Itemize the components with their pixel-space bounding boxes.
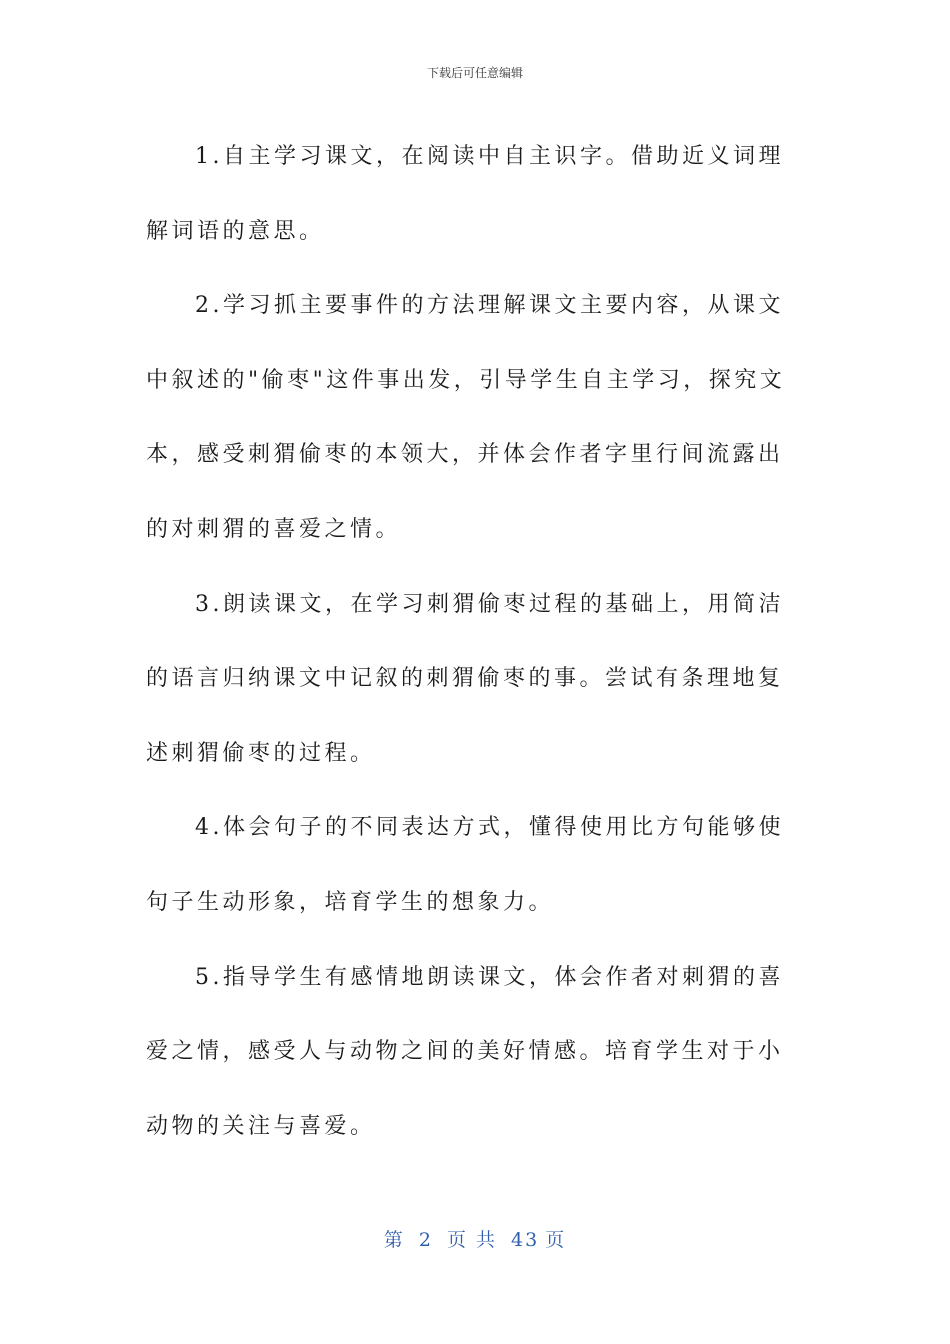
footer-current-page: 2 xyxy=(418,1229,433,1251)
footer-prefix: 第 xyxy=(383,1229,405,1251)
page-footer xyxy=(0,1225,950,1252)
footer-middle: 页 共 xyxy=(446,1229,497,1251)
paragraph-objective-5: 5.指导学生有感情地朗读课文，体会作者对刺猬的喜爱之情，感受人与动物之间的美好情感。培育学生对于小动物的关注与喜爱。 xyxy=(146,964,784,1139)
paragraph-objective-4: 4.体会句子的不同表达方式，懂得使用比方句能够使句子生动形象，培育学生的想象力。 xyxy=(146,815,784,915)
paragraph-objective-1: 1.自主学习课文，在阅读中自主识字。借助近义词理解词语的意思。 xyxy=(146,144,784,244)
footer-suffix: 页 xyxy=(545,1229,567,1251)
document-body xyxy=(146,120,796,1164)
paragraph-objective-2: 2.学习抓主要事件的方法理解课文主要内容，从课文中叙述的"偷枣"这件事出发，引导学生自主学习，探究文本，感受刺猬偷枣的本领大，并体会作者字里行间流露出的对刺猬的喜爱之情。 xyxy=(146,293,786,542)
footer-total-pages: 43 xyxy=(511,1229,540,1251)
page-header-note: 下载后可任意编辑 xyxy=(426,66,523,80)
paragraph-objective-3: 3.朗读课文，在学习刺猬偷枣过程的基础上，用简洁的语言归纳课文中记叙的刺猬偷枣的事。尝试有条理地复述刺猬偷枣的过程。 xyxy=(146,591,784,766)
